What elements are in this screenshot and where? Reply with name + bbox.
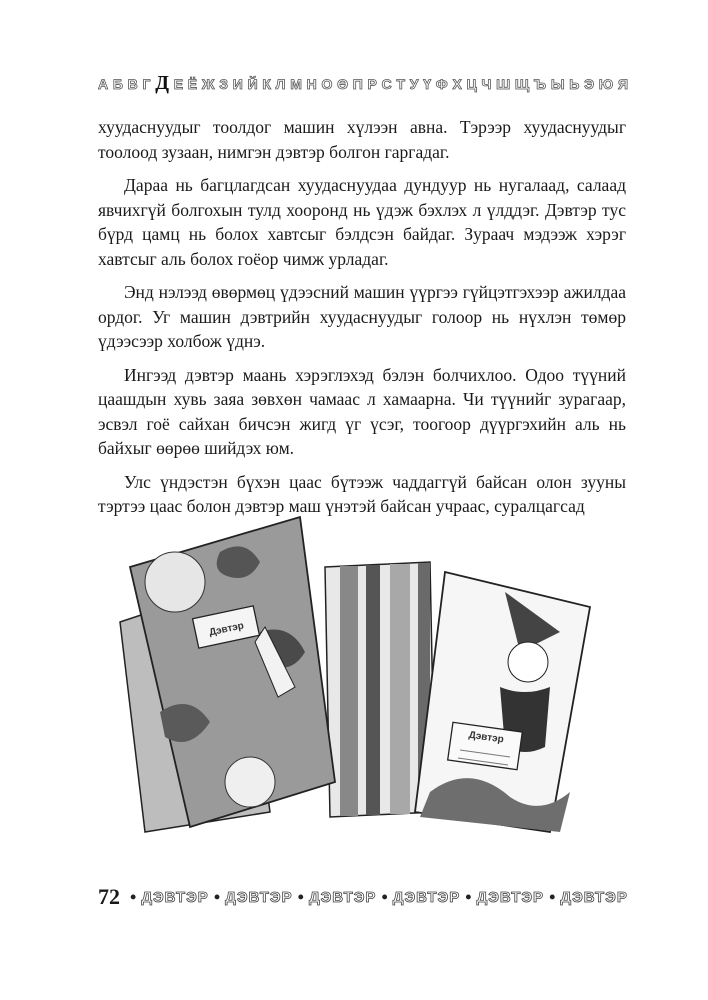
alphabet-letter: Р (367, 76, 377, 92)
alphabet-letter: С (381, 76, 392, 92)
paragraph: Дараа нь багцлагдсан хуудаснуудаа дундуур нь нугалаад, салаад явчихгүй болгохын тулд хооронд нь үдэж бэхлэх л үлддэг. Дэвтэр тус бүрд цамц нь болох хавтсыг бэлдсэн байдаг. Зураач мэдээж хэрэг хавтсыг аль болох гоёор чимж урладаг. (98, 175, 626, 269)
alphabet-letter: Ё (187, 76, 198, 92)
alphabet-letter: Щ (514, 76, 530, 92)
alphabet-letter: Ж (201, 76, 215, 92)
paragraph: Улс үндэстэн бүхэн цаас бүтээж чаддаггүй байсан олон зууны тэртээ цаас болон дэвтэр маш үнэтэй байсан учраас, суралцагсад (98, 471, 626, 516)
footer-running-word: ДЭВТЭР (141, 888, 209, 906)
footer-running-word: ДЭВТЭР (392, 888, 461, 906)
paragraph: Энд нэлээд өвөрмөц үдээсний машин үүргээ гүйцэтгэхээр ажилдаа ордог. Уг машин дэвтрийн хуудаснуудыг голоор нь нүхлэн төмөр үдээсээр холбож үднэ. (98, 282, 626, 351)
alphabet-letter: Ф (435, 76, 448, 92)
alphabet-header (98, 72, 628, 95)
alphabet-letter: В (127, 76, 138, 92)
footer-separator: • (381, 886, 388, 907)
notebooks-illustration (100, 512, 630, 852)
alphabet-letter: Т (396, 76, 406, 92)
alphabet-letter: И (232, 76, 243, 92)
footer-running-word: ДЭВТЭР (225, 888, 293, 906)
running-footer (130, 887, 628, 908)
footer-running-word: ДЭВТЭР (560, 888, 628, 906)
alphabet-letter: А (98, 76, 109, 92)
footer-separator: • (465, 886, 472, 907)
alphabet-letter: Э (584, 76, 595, 92)
footer-running-word: ДЭВТЭР (308, 888, 377, 906)
paragraph: Ингээд дэвтэр маань хэрэглэхэд бэлэн болчихлоо. Одоо түүний цаашдын хувь заяа зөвхөн чамаас л хамаарна. Чи түүнийг зурагаар, эсвэл гоё сайхан бичсэн жигд үг үсэг, тоогоор дүүргэхийн аль нь байхыг өөрөө шийдэх юм. (98, 364, 626, 458)
alphabet-letter: Ү (423, 76, 432, 92)
notebook-label-right: Дэвтэр (467, 729, 505, 746)
alphabet-letter: Л (275, 76, 286, 92)
footer-running-word: ДЭВТЭР (476, 888, 545, 906)
alphabet-letter: Б (112, 76, 123, 92)
alphabet-letter: Е (173, 76, 184, 92)
alphabet-letter: Ю (598, 76, 614, 92)
notebook-label-left: Дэвтэр (208, 620, 245, 639)
paragraph: хуудаснуудыг тоолдог машин хүлээн авна. Тэрээр хуудаснуудыг тоолоод зузаан, нимгэн дэвтэр болгон гаргадаг. (98, 117, 626, 162)
alphabet-letter: Ш (496, 76, 511, 92)
clown-notebook (415, 572, 590, 832)
alphabet-letter: Г (142, 76, 151, 92)
moon-shape (145, 552, 205, 612)
alphabet-letter: Й (247, 76, 258, 92)
alphabet-letter: У (409, 76, 419, 92)
footer-separator: • (549, 886, 556, 907)
footer-separator: • (213, 886, 221, 907)
alphabet-letter: Ь (569, 76, 580, 92)
alphabet-letter: Ө (337, 76, 348, 92)
alphabet-letter: Ы (550, 76, 565, 92)
page-number: 72 (98, 884, 120, 909)
alphabet-letter: Ц (466, 76, 477, 92)
alphabet-letter: Я (617, 76, 628, 92)
alphabet-letter: П (352, 76, 363, 92)
page-footer (98, 882, 628, 912)
footer-separator: • (130, 886, 137, 907)
body-text (98, 115, 626, 528)
alphabet-letter: З (219, 76, 229, 92)
footer-separator: • (297, 886, 304, 907)
alphabet-letter: Х (452, 76, 462, 92)
alphabet-letter: Ч (481, 76, 492, 92)
alphabet-letter: Д (155, 72, 169, 94)
clown-face (508, 642, 548, 682)
alphabet-letter: К (262, 76, 271, 92)
alphabet-letter: Н (306, 76, 317, 92)
alphabet-letter: Ъ (533, 76, 547, 92)
alphabet-letter: М (290, 76, 302, 92)
alphabet-letter: О (321, 76, 333, 92)
